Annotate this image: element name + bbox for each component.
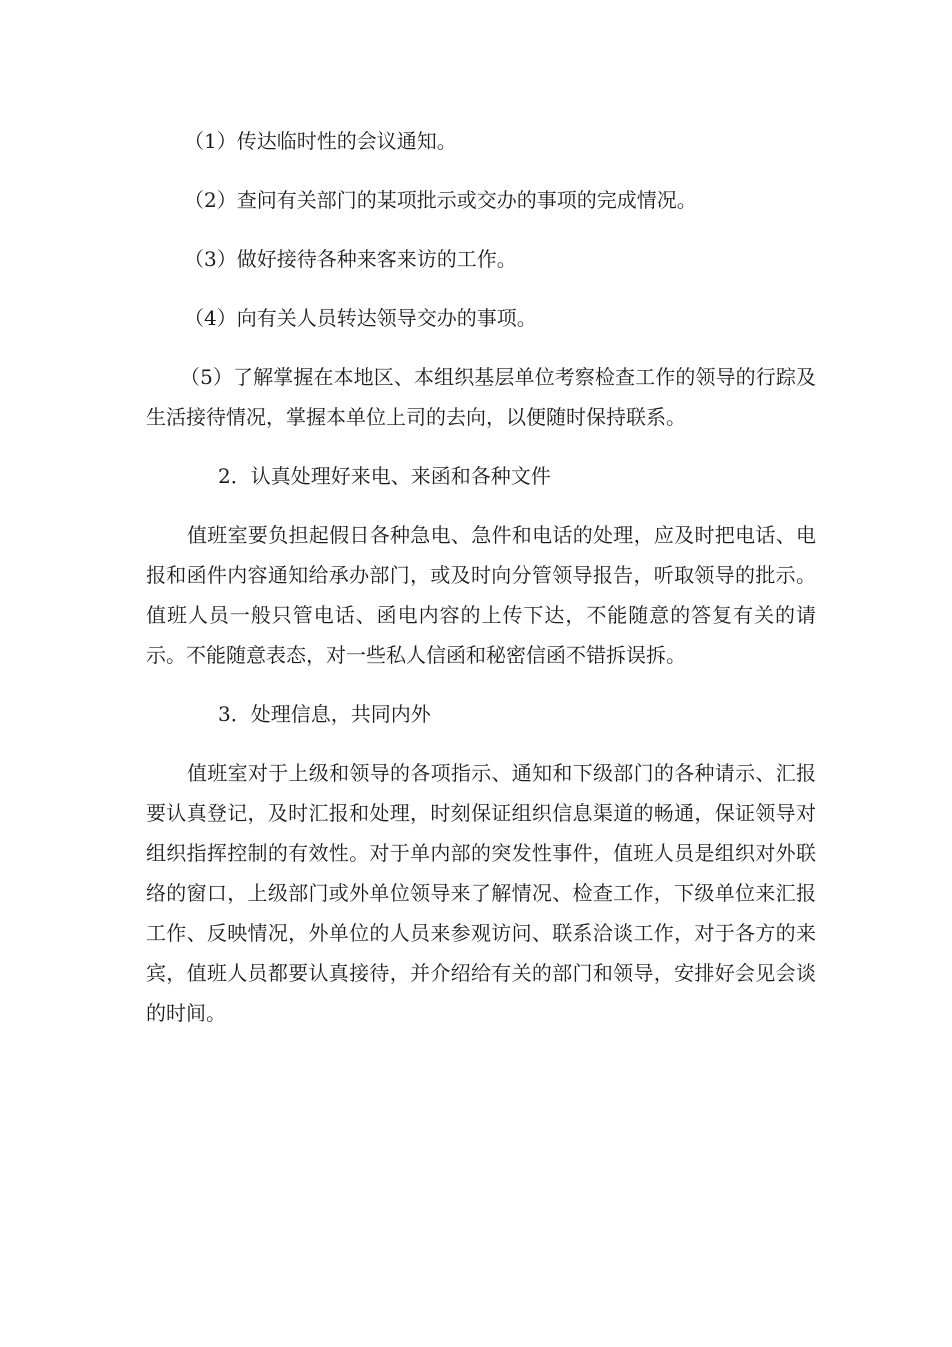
section-heading-2: 2．认真处理好来电、来函和各种文件 — [218, 464, 551, 488]
list-item-2: （2）查问有关部门的某项批示或交办的事项的完成情况。 — [184, 188, 697, 212]
list-item-3: （3）做好接待各种来客来访的工作。 — [184, 247, 517, 271]
section-3-body: 值班室对于上级和领导的各项指示、通知和下级部门的各种请示、汇报要认真登记，及时汇报和处理，时刻保证组织信息渠道的畅通，保证领导对组织指挥控制的有效性。对于单内部的突发性事件，值班人员是组织对外联络的窗口，上级部门或外单位领导来了解情况、检查工作，下级单位来汇报工作、反映情况，外单位的人员来参观访问、联系洽谈工作，对于各方的来宾，值班人员都要认真接待，并介绍给有关的部门和领导，安排好会见会谈的时间。 — [146, 761, 816, 1025]
document-body — [146, 121, 816, 1052]
section-heading-3: 3．处理信息，共同内外 — [218, 702, 431, 726]
list-item-1: （1）传达临时性的会议通知。 — [184, 129, 457, 153]
list-item-5: （5）了解掌握在本地区、本组织基层单位考察检查工作的领导的行踪及生活接待情况，掌握本单位上司的去向，以便随时保持联系。 — [146, 365, 816, 429]
list-item-4: （4）向有关人员转达领导交办的事项。 — [184, 306, 537, 330]
section-2-body: 值班室要负担起假日各种急电、急件和电话的处理，应及时把电话、电报和函件内容通知给承办部门，或及时向分管领导报告，听取领导的批示。值班人员一般只管电话、函电内容的上传下达，不能随意的答复有关的请示。不能随意表态，对一些私人信函和秘密信函不错拆误拆。 — [146, 523, 816, 667]
